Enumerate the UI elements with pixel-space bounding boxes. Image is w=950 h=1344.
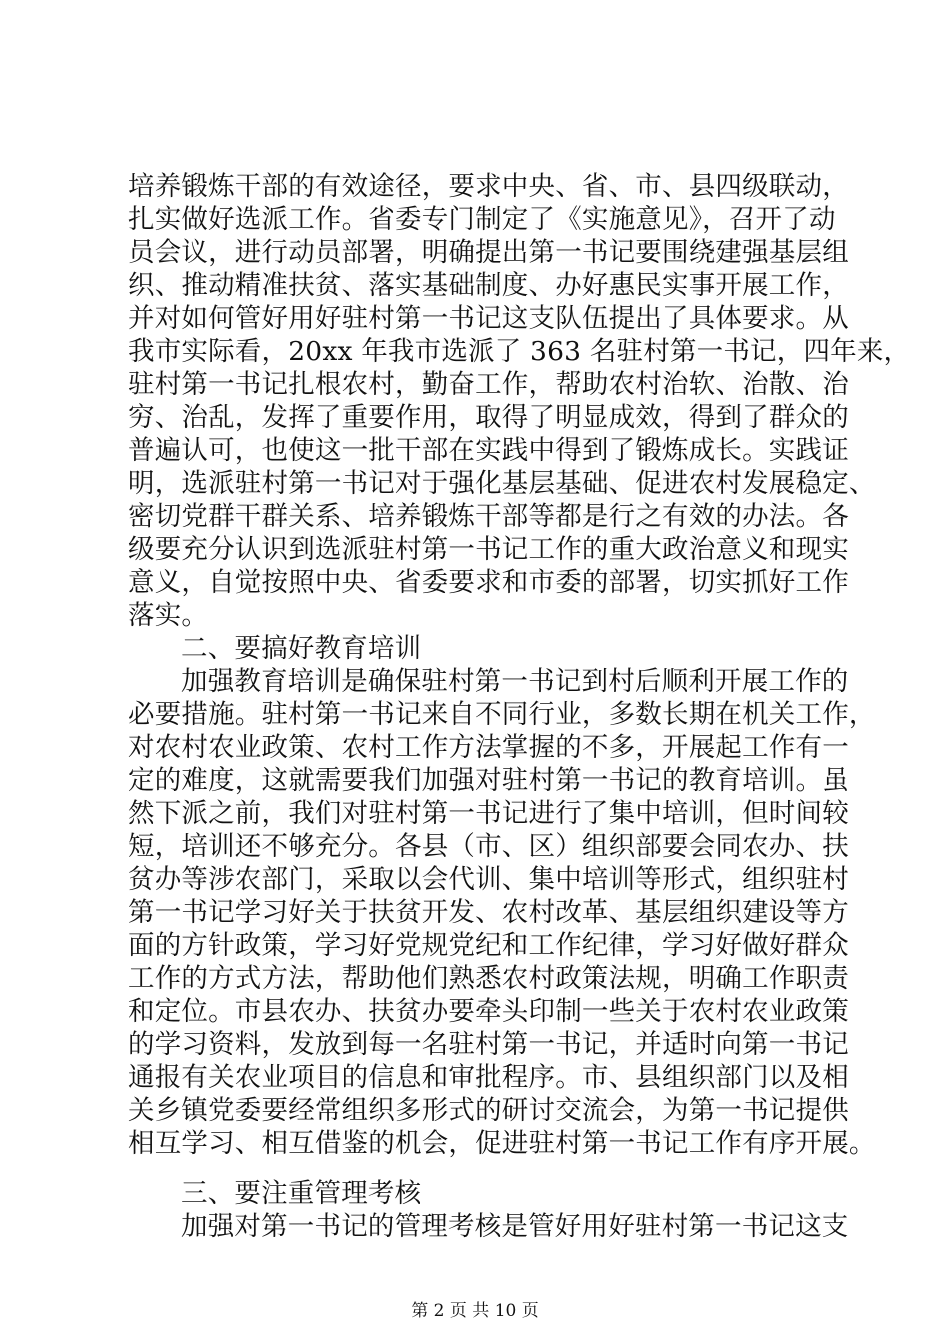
body-text-line: 然下派之前，我们对驻村第一书记进行了集中培训，但时间较 — [128, 798, 849, 829]
body-text-line: 落实。 — [128, 600, 209, 631]
body-text-line: 工作的方式方法，帮助他们熟悉农村政策法规，明确工作职责 — [128, 963, 849, 994]
body-text-line: 意义，自觉按照中央、省委要求和市委的部署，切实抓好工作 — [128, 567, 849, 598]
body-text-line: 相互学习、相互借鉴的机会，促进驻村第一书记工作有序开展。 — [128, 1128, 876, 1159]
page-footer: 第 2 页 共 10 页 — [411, 1301, 539, 1321]
body-text-line: 贫办等涉农部门，采取以会代训、集中培训等形式，组织驻村 — [128, 864, 849, 895]
paragraph-first-line: 加强对第一书记的管理考核是管好用好驻村第一书记这支 — [181, 1211, 849, 1242]
body-text-line: 培养锻炼干部的有效途径，要求中央、省、市、县四级联动， — [128, 171, 849, 202]
section-heading: 二、要搞好教育培训 — [181, 633, 422, 664]
body-text-line: 关乡镇党委要经常组织多形式的研讨交流会，为第一书记提供 — [128, 1095, 849, 1126]
body-text-line: 的学习资料，发放到每一名驻村第一书记，并适时向第一书记 — [128, 1029, 849, 1060]
body-text-line: 面的方针政策，学习好党规党纪和工作纪律，学习好做好群众 — [128, 930, 849, 961]
body-text-line: 我市实际看，20xx 年我市选派了 363 名驻村第一书记，四年来， — [128, 336, 911, 367]
body-text-line: 对农村农业政策、农村工作方法掌握的不多，开展起工作有一 — [128, 732, 849, 763]
body-text-line: 并对如何管好用好驻村第一书记这支队伍提出了具体要求。从 — [128, 303, 849, 334]
body-text-line: 织、推动精准扶贫、落实基础制度、办好惠民实事开展工作， — [128, 270, 849, 301]
body-text-line: 普遍认可，也使这一批干部在实践中得到了锻炼成长。实践证 — [128, 435, 849, 466]
paragraph-first-line: 加强教育培训是确保驻村第一书记到村后顺利开展工作的 — [181, 666, 849, 697]
body-text-line: 定的难度，这就需要我们加强对驻村第一书记的教育培训。虽 — [128, 765, 849, 796]
section-heading: 三、要注重管理考核 — [181, 1178, 422, 1209]
body-text-line: 明，选派驻村第一书记对于强化基层基础、促进农村发展稳定、 — [128, 468, 876, 499]
body-text-line: 驻村第一书记扎根农村，勤奋工作，帮助农村治软、治散、治 — [128, 369, 849, 400]
body-text-line: 和定位。市县农办、扶贫办要牵头印制一些关于农村农业政策 — [128, 996, 849, 1027]
body-text-line: 穷、治乱，发挥了重要作用，取得了明显成效，得到了群众的 — [128, 402, 849, 433]
body-text-line: 密切党群干群关系、培养锻炼干部等都是行之有效的办法。各 — [128, 501, 849, 532]
body-text-line: 通报有关农业项目的信息和审批程序。市、县组织部门以及相 — [128, 1062, 849, 1093]
body-text-line: 级要充分认识到选派驻村第一书记工作的重大政治意义和现实 — [128, 534, 849, 565]
body-text-line: 短，培训还不够充分。各县（市、区）组织部要会同农办、扶 — [128, 831, 849, 862]
body-text-line: 必要措施。驻村第一书记来自不同行业，多数长期在机关工作， — [128, 699, 876, 730]
body-text-line: 扎实做好选派工作。省委专门制定了《实施意见》，召开了动 — [128, 204, 836, 235]
body-text-line: 第一书记学习好关于扶贫开发、农村改革、基层组织建设等方 — [128, 897, 849, 928]
body-text-line: 员会议，进行动员部署，明确提出第一书记要围绕建强基层组 — [128, 237, 849, 268]
